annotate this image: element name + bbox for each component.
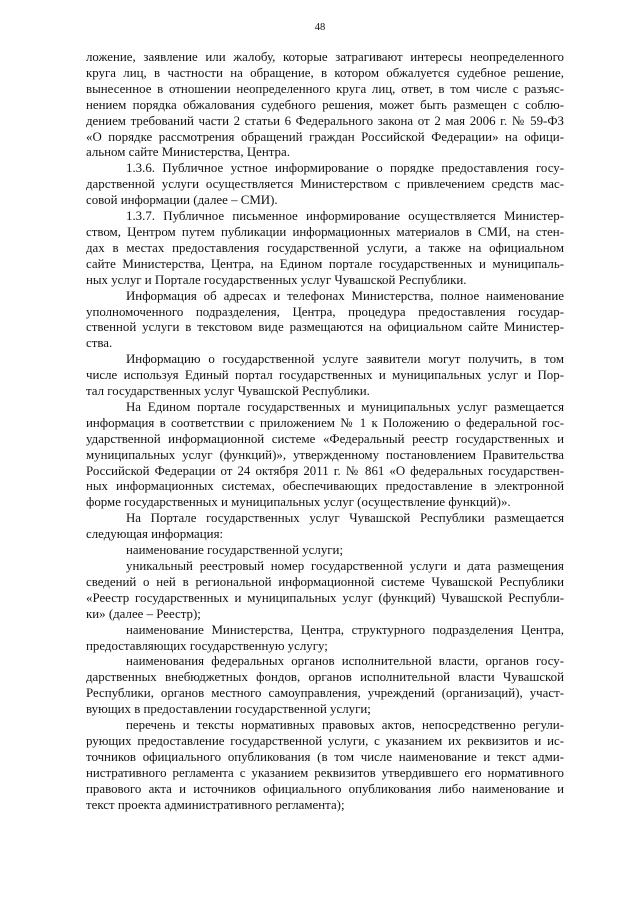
text-line: муниципальных услуг (функций)», утвержденному постановлением Правительства	[86, 447, 564, 462]
text-line: правового акта и источников официального опубликования либо наименование и	[86, 781, 564, 796]
text-line: ударственной информационной системе «Федеральный реестр государственных и	[86, 431, 564, 446]
paragraph	[86, 50, 564, 161]
text-line: перечень и тексты нормативных правовых актов, непосредственно регули-	[126, 718, 564, 733]
text-line: ственной услуги в текстовом виде размещаются на официальном сайте Министер-	[86, 320, 564, 335]
text-line: Республики, органов местного самоуправления, учреждений (организаций), участ-	[86, 686, 564, 701]
text-line: предоставляющих государственную услугу;	[86, 638, 328, 653]
text-line: ных информационных системах, обеспечивающих предоставление в электронной	[86, 479, 564, 494]
text-line: альном сайте Министерства, Центра.	[86, 145, 290, 160]
paragraph	[86, 718, 564, 813]
text-line: нением порядка обжалования судебного решения, может быть размещен с соблю-	[86, 97, 564, 112]
text-line: точников официального опубликования (в том числе наименование и текст адми-	[86, 749, 564, 764]
text-line: рующих предоставление государственной услуги, с указанием их реквизитов и ис-	[86, 733, 564, 748]
text-line: совой информации (далее – СМИ).	[86, 193, 278, 208]
paragraph	[86, 623, 564, 655]
text-line: текст проекта административного регламента);	[86, 797, 345, 812]
text-line: Информация об адресах и телефонах Министерства, полное наименование	[126, 288, 564, 303]
page-number: 48	[314, 22, 326, 33]
text-line: ки» (далее – Реестр);	[86, 606, 201, 621]
text-line: уполномоченного подразделения, Центра, процедура предоставления государ-	[86, 304, 564, 319]
text-line: вующих в предоставлении государственной услуги;	[86, 702, 371, 717]
text-line: нистративного регламента с указанием реквизитов утвердившего его нормативного	[86, 765, 564, 780]
text-line: 1.3.7. Публичное письменное информирование осуществляется Министер-	[126, 209, 564, 224]
text-line: Информацию о государственной услуге заявители могут получить, в том	[126, 352, 564, 367]
text-line: Российской Федерации от 24 октября 2011 г. № 861 «О федеральных государствен-	[86, 463, 564, 478]
paragraph	[86, 209, 564, 289]
text-line: наименование государственной услуги;	[126, 543, 344, 558]
text-line: информация в соответствии с приложением № 1 к Положению о федеральной гос-	[86, 415, 564, 430]
text-line: «О порядке рассмотрения обращений граждан Российской Федерации» на офици-	[86, 129, 564, 144]
text-line: уникальный реестровый номер государственной услуги и дата размещения	[126, 559, 564, 573]
text-line: дах в местах предоставления государственной услуги, а также на официальном	[86, 240, 564, 255]
text-line: сайте Министерства, Центра, на Едином портале государственных и муниципаль-	[86, 256, 564, 271]
paragraph	[86, 400, 564, 511]
text-line: дарственных внебюджетных фондов, органов исполнительной власти Чувашской	[86, 670, 564, 685]
text-line: ложение, заявление или жалобу, которые затрагивают интересы неопределенного	[86, 50, 564, 64]
text-line: На Портале государственных услуг Чувашской Республики размещается	[126, 511, 564, 526]
text-line: дарственной услуги осуществляется Министерством с привлечением средств мас-	[86, 177, 564, 192]
text-line: следующая информация:	[86, 527, 224, 542]
text-line: «Реестр государственных и муниципальных услуг (функций) Чувашской Республи-	[86, 590, 564, 605]
paragraph	[86, 289, 564, 353]
text-line: форме государственных и муниципальных услуг (осуществление функций)».	[86, 495, 511, 510]
text-line: тал государственных услуг Чувашской Республики.	[86, 384, 370, 399]
paragraph	[86, 161, 564, 209]
text-line: ства.	[86, 336, 113, 351]
document-body	[86, 50, 564, 814]
text-line: числе используя Единый портал государственных и муниципальных услуг и Пор-	[86, 368, 564, 383]
text-line: На Едином портале государственных и муниципальных услуг размещается	[126, 399, 564, 414]
paragraph	[86, 511, 564, 543]
text-line: наименование Министерства, Центра, структурного подразделения Центра,	[126, 622, 564, 637]
text-line: 1.3.6. Публичное устное информирование о порядке предоставления госу-	[126, 161, 564, 176]
text-line: круга лиц, в частности на обращение, в котором обжалуется судебное решение,	[86, 65, 564, 80]
text-line: ством, Центром путем публикации информационных материалов в СМИ, на стен-	[86, 224, 564, 239]
paragraph	[86, 543, 564, 559]
text-line: вынесенное в отношении неопределенного круга лиц, ответ, в том числе с разъяс-	[86, 81, 564, 96]
paragraph	[86, 352, 564, 400]
text-line: сведений о ней в региональной информационной системе Чувашской Республики	[86, 574, 564, 589]
paragraph	[86, 654, 564, 718]
text-line: ных услуг и Портале государственных услуг Чувашской Республики.	[86, 272, 467, 287]
text-line: дением требований части 2 статьи 6 Федерального закона от 2 мая 2006 г. № 59-ФЗ	[86, 113, 564, 128]
paragraph	[86, 559, 564, 623]
text-line: наименования федеральных органов исполнительной власти, органов госу-	[126, 654, 564, 669]
